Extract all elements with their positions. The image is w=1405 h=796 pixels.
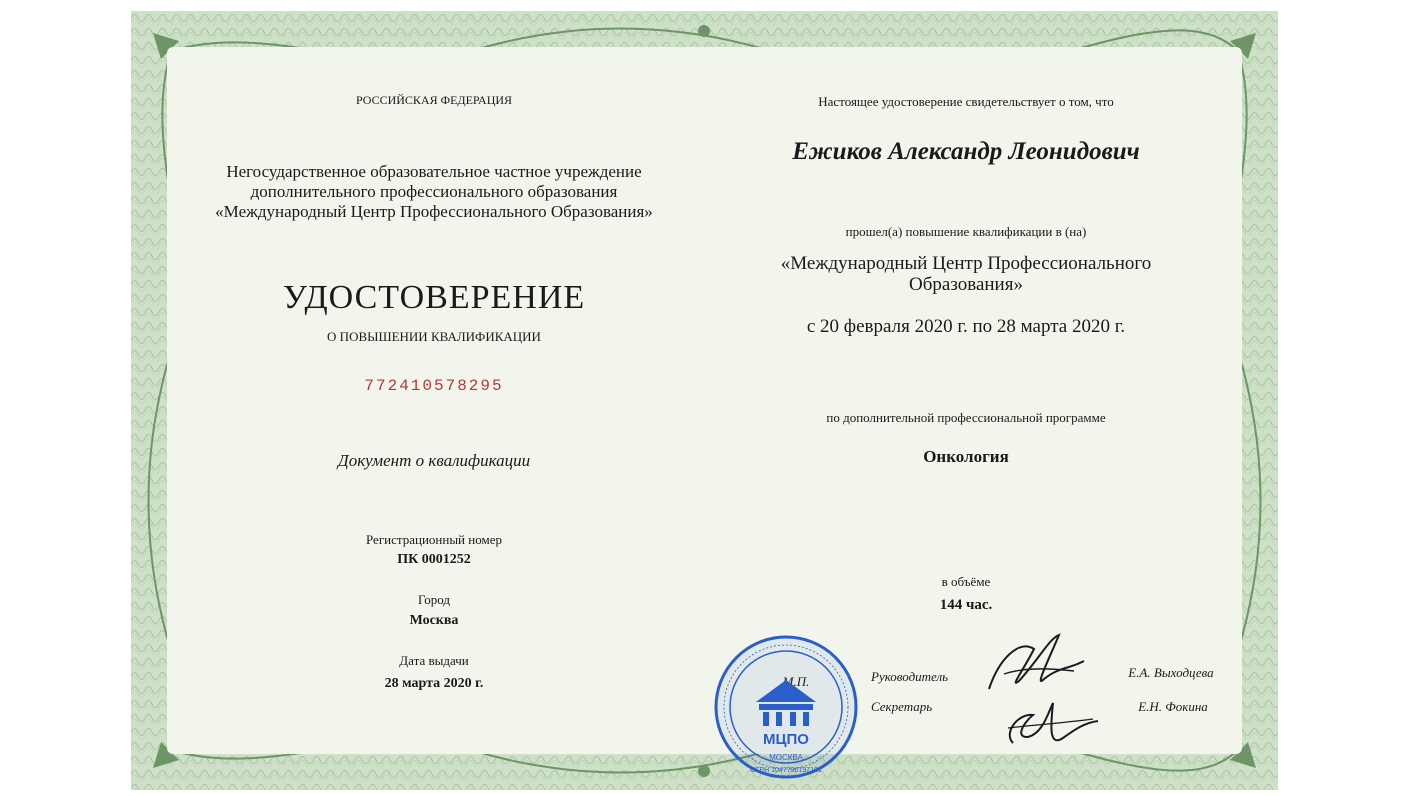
org-line-1: Негосударственное образовательное частное учреждение bbox=[226, 162, 642, 181]
director-label: Руководитель bbox=[871, 669, 949, 684]
director-name: Е.А. Выходцева bbox=[1128, 665, 1214, 680]
volume-label: в объёме bbox=[941, 574, 991, 589]
center-name-line-1: «Международный Центр Профессионального bbox=[780, 253, 1152, 274]
center-name-line-2: Образования» bbox=[909, 274, 1023, 295]
secretary-signature bbox=[993, 693, 1103, 763]
program-name: Онкология bbox=[923, 447, 1009, 466]
secretary-name: Е.Н. Фокина bbox=[1138, 699, 1208, 714]
organization-stamp bbox=[711, 632, 861, 782]
serial-number: 772410578295 bbox=[364, 377, 504, 395]
stamp-logo-text: МЦПО bbox=[763, 731, 809, 748]
document-title: УДОСТОВЕРЕНИЕ bbox=[282, 279, 586, 316]
intro-text: Настоящее удостоверение свидетельствует о том, что bbox=[818, 94, 1114, 109]
city-label: Город bbox=[417, 592, 451, 607]
training-period: с 20 февраля 2020 г. по 28 марта 2020 г. bbox=[806, 316, 1126, 337]
stamp-city-text: МОСКВА bbox=[769, 753, 803, 762]
issue-date-value: 28 марта 2020 г. bbox=[384, 676, 484, 691]
country-heading: РОССИЙСКАЯ ФЕДЕРАЦИЯ bbox=[355, 93, 513, 107]
passed-text: прошел(а) повышение квалификации в (на) bbox=[845, 224, 1087, 239]
issue-date-label: Дата выдачи bbox=[399, 653, 469, 668]
certificate bbox=[131, 11, 1278, 790]
volume-value: 144 час. bbox=[939, 597, 993, 613]
secretary-label: Секретарь bbox=[871, 699, 933, 714]
city-value: Москва bbox=[409, 613, 459, 628]
program-label: по дополнительной профессиональной программе bbox=[826, 410, 1106, 425]
registration-label: Регистрационный номер bbox=[366, 532, 502, 547]
org-line-2: дополнительного профессионального образования bbox=[250, 182, 618, 201]
document-type: Документ о квалификации bbox=[337, 451, 531, 470]
document-subtitle: О ПОВЫШЕНИИ КВАЛИФИКАЦИИ bbox=[327, 329, 541, 344]
org-line-3: «Международный Центр Профессионального Образования» bbox=[215, 202, 653, 221]
stamp-ogrn-text: ОГРН 1047796197101 bbox=[750, 767, 822, 774]
recipient-name: Ежиков Александр Леонидович bbox=[792, 138, 1140, 165]
registration-number: ПК 0001252 bbox=[397, 552, 471, 567]
